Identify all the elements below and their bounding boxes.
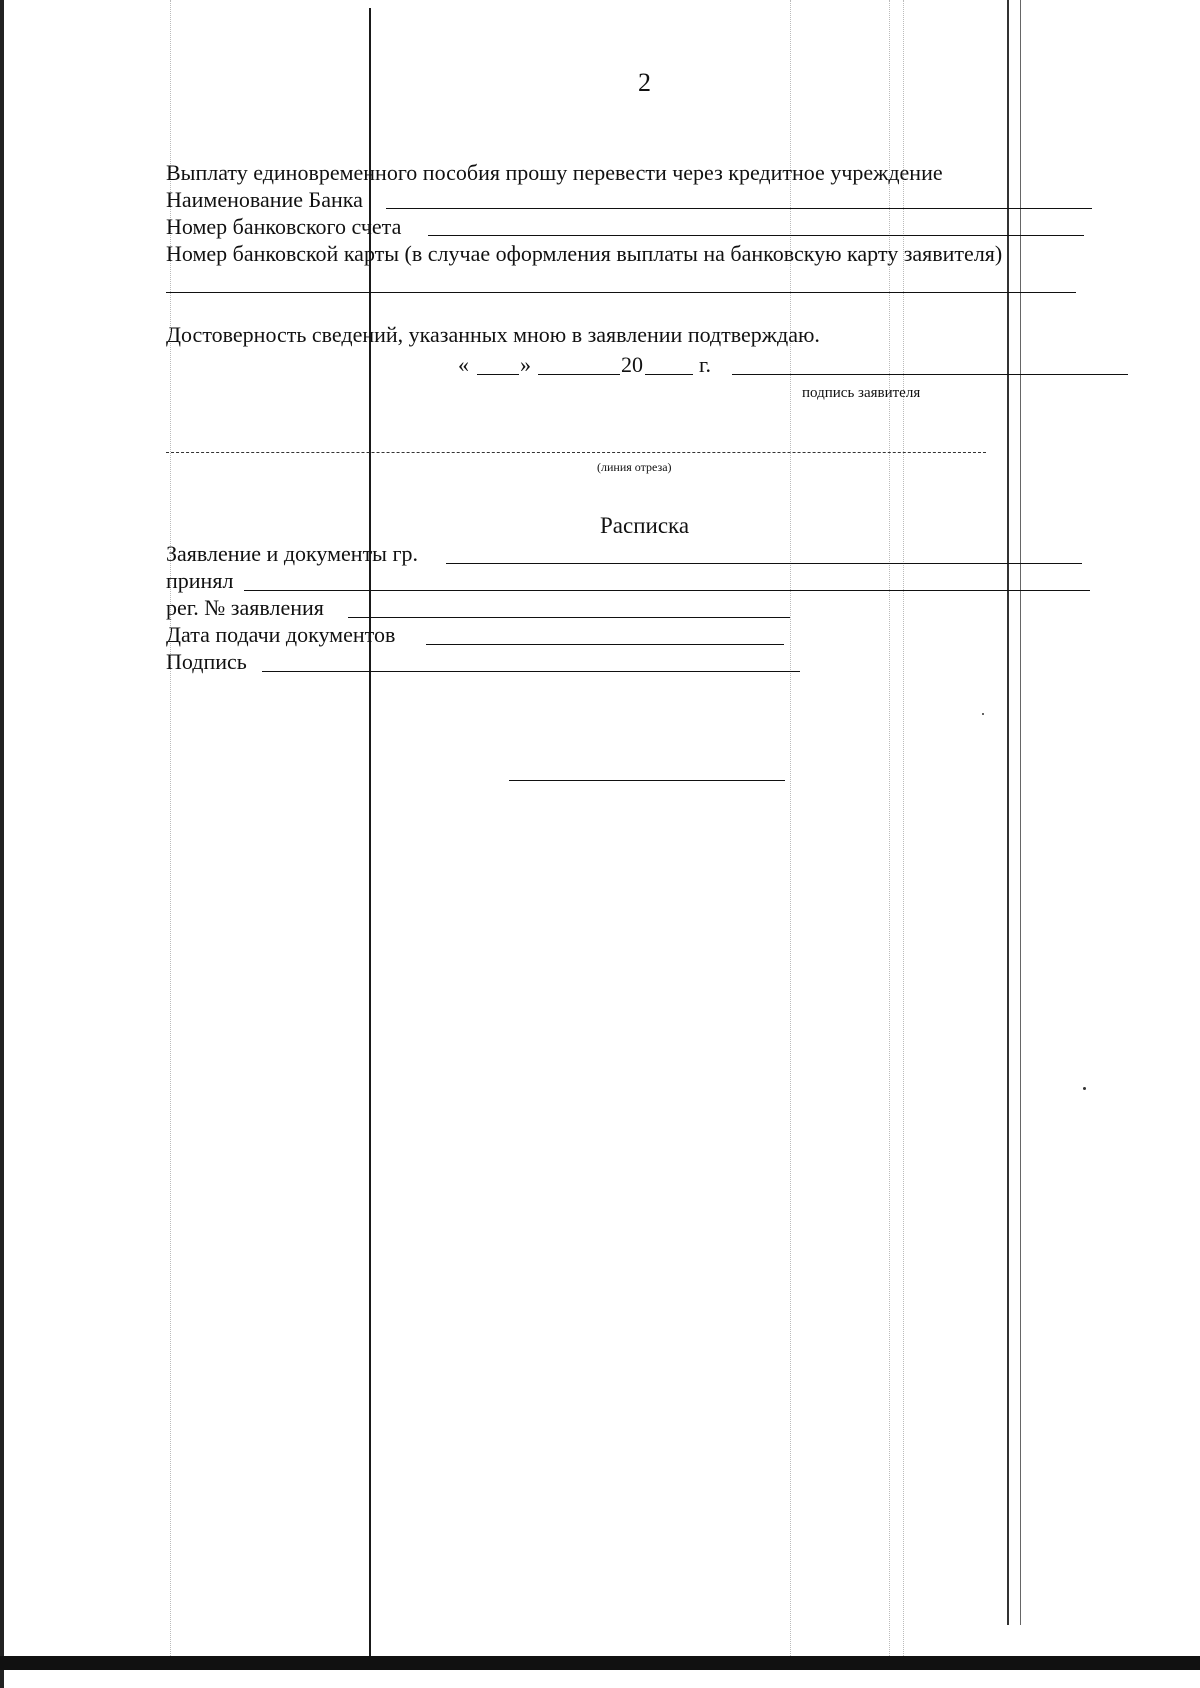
end-separator-line [509, 780, 785, 781]
reg-number-label: рег. № заявления [166, 595, 324, 620]
scan-speck [1083, 1087, 1086, 1090]
card-number-label: Номер банковской карты (в случае оформления выплаты на банковскую карту заявителя) [166, 241, 1003, 266]
cut-line [166, 452, 986, 453]
reg-number-field-line [348, 617, 790, 618]
accepted-by-field-line [244, 590, 1090, 591]
year-field-line [645, 374, 693, 375]
documents-from-label: Заявление и документы гр. [166, 541, 418, 566]
page-number: 2 [638, 68, 651, 97]
month-field-line [538, 374, 620, 375]
day-field-line [477, 374, 519, 375]
scan-vertical-line [1007, 0, 1009, 1625]
payment-request-text: Выплату единовременного пособия прошу перевести через кредитное учреждение [166, 160, 943, 185]
year-suffix: г. [699, 352, 712, 377]
receiver-signature-line [262, 671, 800, 672]
applicant-signature-line [732, 374, 1128, 375]
year-prefix: 20 [621, 352, 643, 377]
accepted-by-label: принял [166, 568, 234, 593]
receipt-title: Расписка [600, 513, 690, 538]
scan-vertical-line [1020, 0, 1021, 1625]
signature-label: Подпись [166, 649, 247, 674]
account-number-field-line [428, 235, 1084, 236]
scan-edge-left [0, 0, 4, 1688]
signature-caption: подпись заявителя [802, 385, 921, 401]
date-close-quote: » [520, 352, 531, 377]
submission-date-label: Дата подачи документов [166, 622, 396, 647]
scan-speck [982, 713, 984, 715]
bank-name-label: Наименование Банка [166, 187, 363, 212]
confirmation-text: Достоверность сведений, указанных мною в заявлении подтверждаю. [166, 322, 820, 347]
card-number-field-line [166, 292, 1076, 293]
scan-bottom-bar [0, 1656, 1200, 1670]
cut-line-caption: (линия отреза) [597, 460, 672, 474]
submission-date-field-line [426, 644, 784, 645]
date-open-quote: « [458, 352, 469, 377]
bank-name-field-line [386, 208, 1092, 209]
documents-from-field-line [446, 563, 1082, 564]
account-number-label: Номер банковского счета [166, 214, 402, 239]
